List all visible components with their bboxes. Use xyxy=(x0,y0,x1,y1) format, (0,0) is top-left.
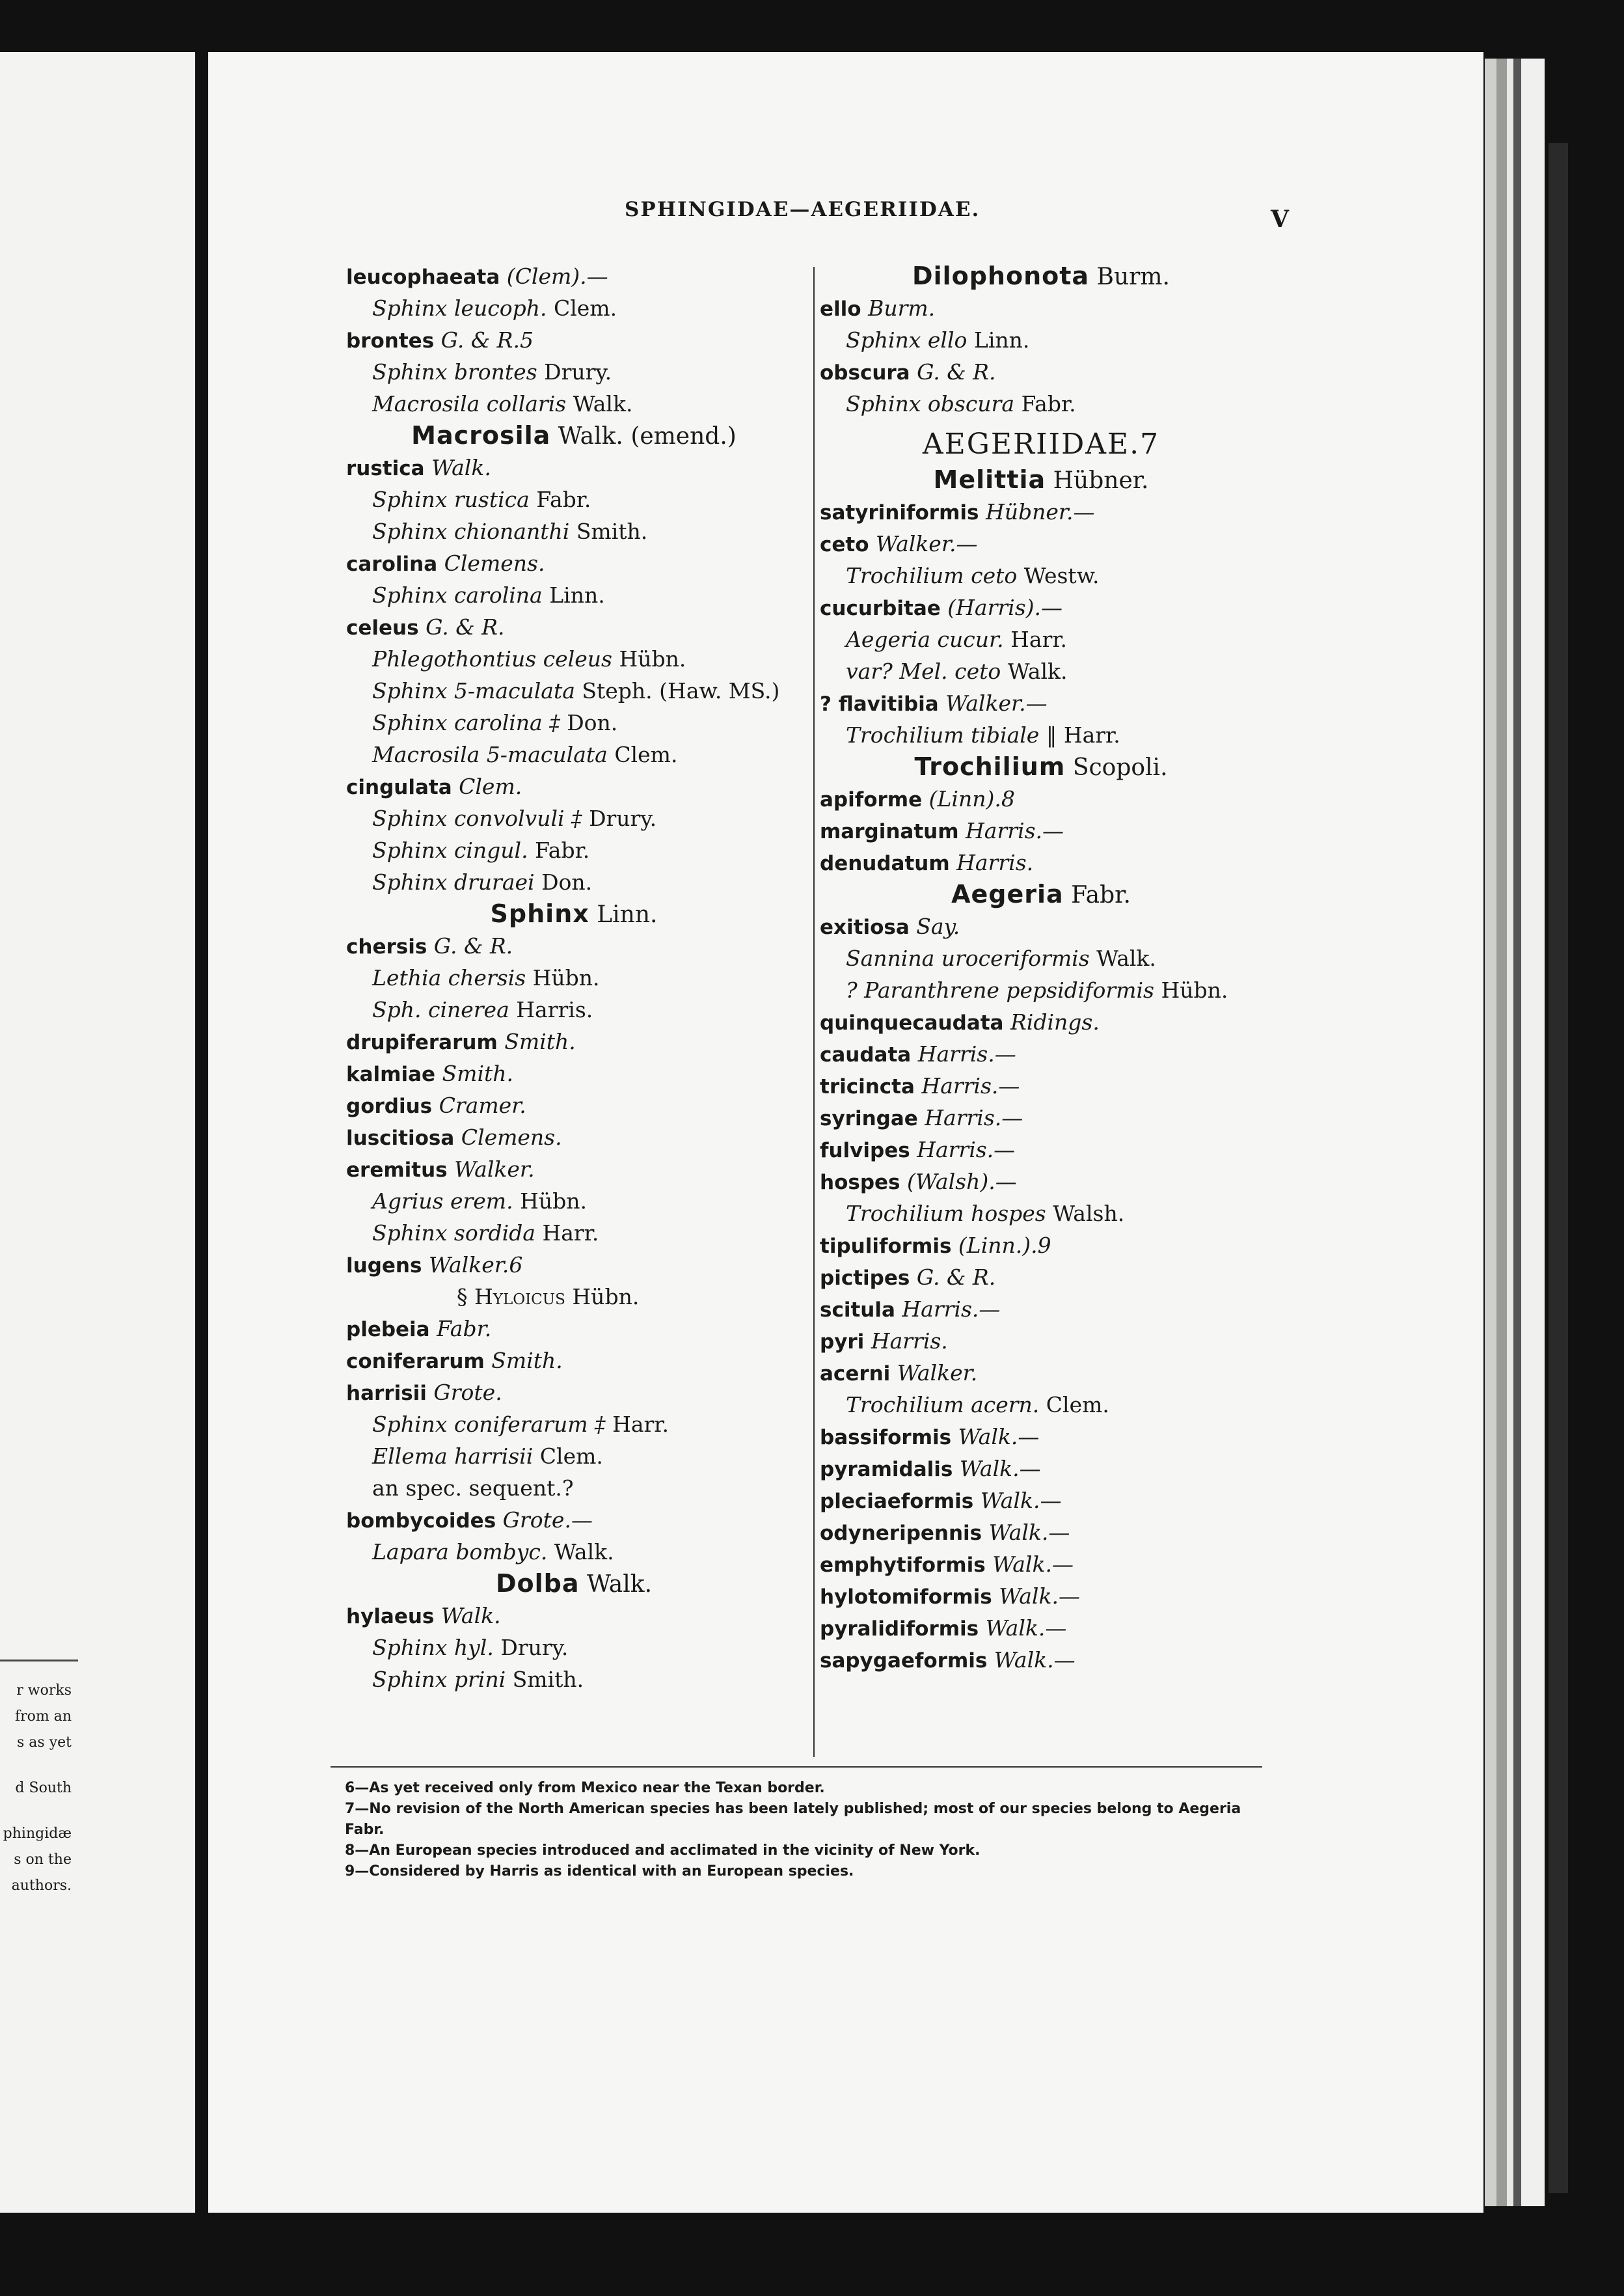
species-name: drupiferarum xyxy=(346,1031,498,1054)
species-author: Hübner.— xyxy=(985,499,1095,525)
species-name: quinquecaudata xyxy=(820,1011,1004,1035)
footnotes xyxy=(345,1778,1275,1882)
species-author: (Linn.).9 xyxy=(958,1233,1051,1258)
genus-author: Fabr. xyxy=(1071,882,1131,909)
species-author: Harris.— xyxy=(902,1296,1001,1322)
species-name: tipuliformis xyxy=(820,1235,952,1258)
entry-syn xyxy=(346,675,802,707)
entry-syn xyxy=(820,324,1262,356)
genus-author: Scopoli. xyxy=(1072,754,1168,781)
species-author: G. & R. xyxy=(426,614,505,640)
species-author: Walker. xyxy=(897,1360,978,1386)
synonym-name: Sphinx coniferarum ‡ xyxy=(372,1412,606,1437)
species-name: obscura xyxy=(820,361,910,385)
entry-species xyxy=(820,1612,1262,1644)
species-author: Harris.— xyxy=(966,818,1064,843)
species-name: gordius xyxy=(346,1095,433,1118)
synonym-author: Don. xyxy=(541,869,593,895)
synonym-author: Walk. xyxy=(554,1539,614,1565)
entry-species xyxy=(346,1153,802,1185)
synonym-author: Drury. xyxy=(589,806,657,831)
page-edge xyxy=(1549,143,1568,2193)
species-name: pyri xyxy=(820,1330,865,1354)
species-author: Walk. xyxy=(440,1603,501,1628)
entry-syn xyxy=(346,484,802,515)
entry-syn xyxy=(346,1408,802,1440)
species-author: Smith. xyxy=(442,1061,514,1086)
species-author: (Clem).— xyxy=(506,264,608,289)
entry-syn xyxy=(820,623,1262,655)
species-name: emphytiformis xyxy=(820,1553,986,1577)
genus-name: Dilophonota xyxy=(912,262,1090,290)
entry-species xyxy=(820,1580,1262,1612)
species-author: Grote. xyxy=(433,1380,502,1405)
genus-name: Sphinx xyxy=(490,899,589,928)
entry-species xyxy=(346,324,802,356)
species-name: odyneripennis xyxy=(820,1522,982,1545)
genus-name: Macrosila xyxy=(411,421,551,450)
synonym-author: Drury. xyxy=(544,359,612,385)
entry-species xyxy=(820,1293,1262,1325)
synonym-author: Fabr. xyxy=(536,487,591,512)
synonym-author: Smith. xyxy=(512,1667,584,1692)
synonym-name: Trochilium tibiale ‖ xyxy=(846,722,1057,748)
species-author: Walk.— xyxy=(958,1424,1040,1449)
species-name: exitiosa xyxy=(820,916,910,939)
species-name: hylotomiformis xyxy=(820,1585,992,1609)
entry-species xyxy=(820,1166,1262,1197)
entry-species xyxy=(820,1006,1262,1038)
synonym-name: Sphinx carolina ‡ xyxy=(372,710,560,735)
species-author: Smith. xyxy=(504,1029,576,1054)
entry-syn xyxy=(346,356,802,388)
footnote: 6—As yet received only from Mexico near the Texan border. xyxy=(345,1780,825,1796)
entry-species xyxy=(820,1325,1262,1357)
footnote-rule xyxy=(331,1766,1262,1768)
synonym-author: Hübn. xyxy=(520,1188,587,1214)
entry-species xyxy=(346,260,802,292)
species-name: satyriniformis xyxy=(820,501,979,525)
synonym-name: Trochilium acern. xyxy=(846,1392,1040,1417)
species-author: G. & R. xyxy=(916,1264,996,1290)
entry-syn xyxy=(346,866,802,898)
species-author: Walk. xyxy=(431,455,491,480)
species-author: Walk.— xyxy=(988,1520,1070,1545)
left-page-rule xyxy=(0,1660,78,1661)
synonym-author: Clem. xyxy=(539,1443,603,1469)
footnote: 7—No revision of the North American species has been lately published; most of our species belong to Aegeria Fabr. xyxy=(345,1801,1241,1838)
entry-species xyxy=(820,1421,1262,1453)
synonym-author: Walk. xyxy=(1096,946,1156,971)
entry-species xyxy=(346,1345,802,1376)
entry-syn xyxy=(346,1217,802,1249)
synonym-author: Walsh. xyxy=(1053,1201,1125,1226)
synonym-name: Sphinx ello xyxy=(846,327,968,353)
entry-species xyxy=(346,1026,802,1058)
entry-species xyxy=(346,1121,802,1153)
synonym-name: Sphinx 5-maculata xyxy=(372,678,575,704)
species-author: Harris. xyxy=(871,1328,948,1354)
entry-species xyxy=(820,1484,1262,1516)
entry-genus xyxy=(346,898,802,930)
entry-species xyxy=(820,1038,1262,1070)
entry-species xyxy=(346,1089,802,1121)
species-author: Walk.— xyxy=(980,1488,1062,1513)
page-edge xyxy=(1513,59,1521,2206)
species-name: cingulata xyxy=(346,776,452,799)
genus-name: Dolba xyxy=(495,1569,580,1598)
entry-species xyxy=(820,1070,1262,1102)
synonym-author: Smith. xyxy=(576,519,648,544)
species-author: Walk.— xyxy=(985,1615,1067,1641)
synonym-author: Harris. xyxy=(516,997,593,1022)
species-name: sapygaeformis xyxy=(820,1649,988,1673)
entry-species xyxy=(820,1229,1262,1261)
synonym-author: Fabr. xyxy=(1021,391,1076,417)
entry-species xyxy=(346,611,802,643)
synonym-name: Lethia chersis xyxy=(372,965,526,991)
entry-syn xyxy=(346,1663,802,1695)
entry-genus xyxy=(820,464,1262,496)
synonym-name: Agrius erem. xyxy=(372,1188,513,1214)
entry-syn xyxy=(346,994,802,1026)
left-page-text: d South xyxy=(15,1780,72,1796)
synonym-name: Sphinx obscura xyxy=(846,391,1015,417)
species-name: tricincta xyxy=(820,1075,915,1099)
species-author: G. & R. xyxy=(433,933,513,959)
entry-species xyxy=(820,687,1262,719)
entry-species xyxy=(346,452,802,484)
entry-subgenus xyxy=(346,1281,802,1313)
entry-syn xyxy=(346,1536,802,1568)
synonym-name: Trochilium ceto xyxy=(846,563,1018,588)
entry-species xyxy=(820,528,1262,560)
species-name: hospes xyxy=(820,1171,900,1194)
species-name: syringae xyxy=(820,1107,918,1130)
synonym-name: Sphinx carolina xyxy=(372,582,543,608)
synonym-author: Walk. xyxy=(1007,659,1068,684)
left-page-text: r works xyxy=(16,1682,72,1699)
left-page-text: authors. xyxy=(11,1878,72,1894)
synonym-name: Phlegothontius celeus xyxy=(372,646,612,672)
entry-syn xyxy=(346,739,802,771)
synonym-author: Drury. xyxy=(500,1635,569,1660)
entry-syn xyxy=(820,388,1262,420)
entry-genus xyxy=(346,420,802,452)
species-author: Harris.— xyxy=(925,1105,1023,1130)
species-name: carolina xyxy=(346,553,438,576)
entry-species xyxy=(346,1058,802,1089)
genus-author: Walk. xyxy=(586,1571,653,1598)
entry-species xyxy=(346,1376,802,1408)
family-name: AEGERIIDAE.7 xyxy=(922,428,1160,461)
entry-species xyxy=(820,1453,1262,1484)
entry-species xyxy=(820,1357,1262,1389)
entry-species xyxy=(346,1249,802,1281)
species-name: bombycoides xyxy=(346,1509,496,1533)
species-author: Harris.— xyxy=(917,1041,1016,1067)
species-name: denudatum xyxy=(820,852,950,875)
entry-syn xyxy=(346,1185,802,1217)
synonym-name: Sphinx cingul. xyxy=(372,838,528,863)
synonym-author: Clem. xyxy=(614,742,678,767)
synonym-name: ? Paranthrene pepsidiformis xyxy=(846,977,1154,1003)
species-author: Fabr. xyxy=(437,1316,492,1341)
synonym-author: Don. xyxy=(567,710,618,735)
synonym-author: Fabr. xyxy=(535,838,590,863)
synonym-author: Hübn. xyxy=(532,965,600,991)
species-author: Walk.— xyxy=(959,1456,1041,1481)
species-author: G. & R.5 xyxy=(440,327,534,353)
synonym-name: Sphinx chionanthi xyxy=(372,519,570,544)
species-author: Walker.6 xyxy=(428,1252,523,1278)
entry-syn xyxy=(346,1632,802,1663)
entry-genus xyxy=(820,751,1262,783)
page-edge xyxy=(1521,59,1545,2206)
species-name: lugens xyxy=(346,1254,422,1278)
genus-author: Walk. (emend.) xyxy=(558,423,737,450)
species-author: Grote.— xyxy=(502,1507,593,1533)
entry-species xyxy=(820,356,1262,388)
species-author: Cramer. xyxy=(439,1093,526,1118)
synonym-name: Sphinx druraei xyxy=(372,869,535,895)
entry-syn xyxy=(346,1440,802,1472)
synonym-name: Macrosila 5-maculata xyxy=(372,742,608,767)
species-name: chersis xyxy=(346,935,427,959)
species-name: bassiformis xyxy=(820,1426,952,1449)
entry-species xyxy=(820,815,1262,847)
synonym-author: Harr. xyxy=(612,1412,669,1437)
species-name: fulvipes xyxy=(820,1139,910,1162)
species-name: pyramidalis xyxy=(820,1458,953,1481)
genus-author: Linn. xyxy=(597,901,658,928)
species-name: scitula xyxy=(820,1298,895,1322)
left-page-text: phingidæ xyxy=(3,1825,72,1842)
species-author: (Linn).8 xyxy=(928,786,1015,812)
species-name: coniferarum xyxy=(346,1350,485,1373)
synonym-author: Harr. xyxy=(542,1220,599,1246)
entry-note xyxy=(346,1472,802,1504)
entry-species xyxy=(820,1644,1262,1676)
species-name: ello xyxy=(820,297,861,321)
entry-family xyxy=(820,420,1262,464)
entry-species xyxy=(820,847,1262,879)
entry-syn xyxy=(346,802,802,834)
species-name: ? flavitibia xyxy=(820,692,939,716)
species-author: Burm. xyxy=(868,295,936,321)
genus-name: Trochilium xyxy=(914,752,1066,781)
species-name: pyralidiformis xyxy=(820,1617,979,1641)
species-name: rustica xyxy=(346,457,425,480)
synonym-author: Linn. xyxy=(973,327,1030,353)
synonym-name: var? Mel. ceto xyxy=(846,659,1001,684)
entry-syn xyxy=(820,974,1262,1006)
synonym-name: Lapara bombyc. xyxy=(372,1539,548,1565)
species-name: cucurbitae xyxy=(820,597,941,620)
species-name: kalmiae xyxy=(346,1063,436,1086)
species-author: (Walsh).— xyxy=(907,1169,1017,1194)
page-header: SPHINGIDAE—AEGERIIDAE. xyxy=(625,198,981,221)
species-name: celeus xyxy=(346,616,419,640)
species-name: apiforme xyxy=(820,788,923,812)
entry-syn xyxy=(346,834,802,866)
species-author: Smith. xyxy=(491,1348,563,1373)
synonym-name: Sphinx prini xyxy=(372,1667,506,1692)
species-name: harrisii xyxy=(346,1382,427,1405)
entry-species xyxy=(820,592,1262,623)
synonym-author: Hübn. xyxy=(619,646,686,672)
species-name: eremitus xyxy=(346,1158,448,1182)
subgenus-author: Hübn. xyxy=(572,1284,640,1309)
species-author: Clem. xyxy=(459,774,522,799)
synonym-name: Sannina uroceriformis xyxy=(846,946,1090,971)
entry-species xyxy=(820,1261,1262,1293)
entry-species xyxy=(820,783,1262,815)
left-page-text: s on the xyxy=(14,1852,72,1868)
species-name: brontes xyxy=(346,329,435,353)
species-author: Say. xyxy=(916,914,960,939)
right-column xyxy=(820,260,1262,1676)
species-author: Walker. xyxy=(454,1156,535,1182)
species-name: leucophaeata xyxy=(346,266,500,289)
entry-syn xyxy=(820,1389,1262,1421)
entry-species xyxy=(346,1504,802,1536)
synonym-name: Sphinx hyl. xyxy=(372,1635,494,1660)
synonym-author: Linn. xyxy=(549,582,605,608)
synonym-name: Sphinx leucoph. xyxy=(372,295,547,321)
entry-species xyxy=(346,547,802,579)
synonym-name: Sphinx rustica xyxy=(372,487,530,512)
species-name: pictipes xyxy=(820,1266,910,1290)
species-author: Walk.— xyxy=(992,1551,1074,1577)
entry-genus xyxy=(346,1568,802,1600)
subgenus-name: § Hyloicus xyxy=(457,1284,565,1309)
page-edge xyxy=(1496,59,1507,2206)
species-name: acerni xyxy=(820,1362,891,1386)
species-name: plebeia xyxy=(346,1318,430,1341)
synonym-name: Sphinx convolvuli ‡ xyxy=(372,806,582,831)
entry-species xyxy=(820,1548,1262,1580)
synonym-author: Walk. xyxy=(573,391,633,417)
entry-syn xyxy=(820,1197,1262,1229)
synonym-name: Trochilium hospes xyxy=(846,1201,1046,1226)
page-edge xyxy=(1485,59,1496,2206)
entry-syn xyxy=(820,942,1262,974)
entry-genus xyxy=(820,260,1262,292)
entry-species xyxy=(820,1516,1262,1548)
entry-syn xyxy=(346,579,802,611)
entry-species xyxy=(346,1600,802,1632)
entry-syn xyxy=(820,655,1262,687)
synonym-name: Sphinx sordida xyxy=(372,1220,535,1246)
synonym-name: Sph. cinerea xyxy=(372,997,509,1022)
genus-name: Melittia xyxy=(933,465,1046,494)
species-author: Harris.— xyxy=(921,1073,1020,1099)
entry-syn xyxy=(820,719,1262,751)
entry-species xyxy=(820,292,1262,324)
page-edge xyxy=(1507,59,1513,2206)
synonym-name: Sphinx brontes xyxy=(372,359,537,385)
entry-species xyxy=(346,930,802,962)
entry-species xyxy=(346,771,802,802)
synonym-author: Westw. xyxy=(1023,563,1100,588)
species-author: (Harris).— xyxy=(947,595,1062,620)
entry-syn xyxy=(820,560,1262,592)
species-name: caudata xyxy=(820,1043,912,1067)
synonym-author: Harr. xyxy=(1063,722,1120,748)
note-text: an spec. sequent.? xyxy=(372,1475,574,1501)
genus-author: Burm. xyxy=(1096,264,1170,290)
entry-species xyxy=(346,1313,802,1345)
species-name: ceto xyxy=(820,533,869,556)
species-author: Harris. xyxy=(956,850,1034,875)
species-author: Ridings. xyxy=(1010,1009,1100,1035)
entry-syn xyxy=(346,292,802,324)
entry-syn xyxy=(346,707,802,739)
species-author: Walk.— xyxy=(999,1583,1080,1609)
entry-syn xyxy=(346,388,802,420)
left-page-text: s as yet xyxy=(17,1734,72,1751)
synonym-author: Hübn. xyxy=(1161,977,1228,1003)
left-page-text: from an xyxy=(14,1708,72,1725)
species-name: luscitiosa xyxy=(346,1127,455,1150)
species-author: Harris.— xyxy=(917,1137,1016,1162)
genus-author: Hübner. xyxy=(1053,467,1149,494)
species-author: Walk.— xyxy=(994,1647,1076,1673)
species-author: Walker.— xyxy=(876,531,978,556)
synonym-name: Ellema harrisii xyxy=(372,1443,534,1469)
entry-species xyxy=(820,496,1262,528)
entry-syn xyxy=(346,962,802,994)
left-column xyxy=(346,260,802,1695)
entry-syn xyxy=(346,643,802,675)
species-author: Clemens. xyxy=(461,1125,562,1150)
entry-syn xyxy=(346,515,802,547)
synonym-name: Aegeria cucur. xyxy=(846,627,1004,652)
species-name: marginatum xyxy=(820,820,959,843)
synonym-name: Macrosila collaris xyxy=(372,391,567,417)
entry-species xyxy=(820,1134,1262,1166)
synonym-author: Clem. xyxy=(1046,1392,1109,1417)
species-author: Walker.— xyxy=(945,690,1048,716)
species-name: pleciaeformis xyxy=(820,1490,974,1513)
synonym-author: Steph. (Haw. MS.) xyxy=(582,678,780,704)
species-name: hylaeus xyxy=(346,1605,435,1628)
genus-name: Aegeria xyxy=(951,880,1064,909)
synonym-author: Harr. xyxy=(1010,627,1067,652)
entry-species xyxy=(820,910,1262,942)
species-author: Clemens. xyxy=(444,551,545,576)
footnote: 8—An European species introduced and acclimated in the vicinity of New York. xyxy=(345,1842,981,1859)
entry-genus xyxy=(820,879,1262,910)
page-number: V xyxy=(1271,206,1289,233)
column-divider xyxy=(813,267,815,1757)
synonym-author: Clem. xyxy=(553,295,617,321)
species-author: G. & R. xyxy=(917,359,996,385)
footnote: 9—Considered by Harris as identical with an European species. xyxy=(345,1863,854,1879)
entry-species xyxy=(820,1102,1262,1134)
